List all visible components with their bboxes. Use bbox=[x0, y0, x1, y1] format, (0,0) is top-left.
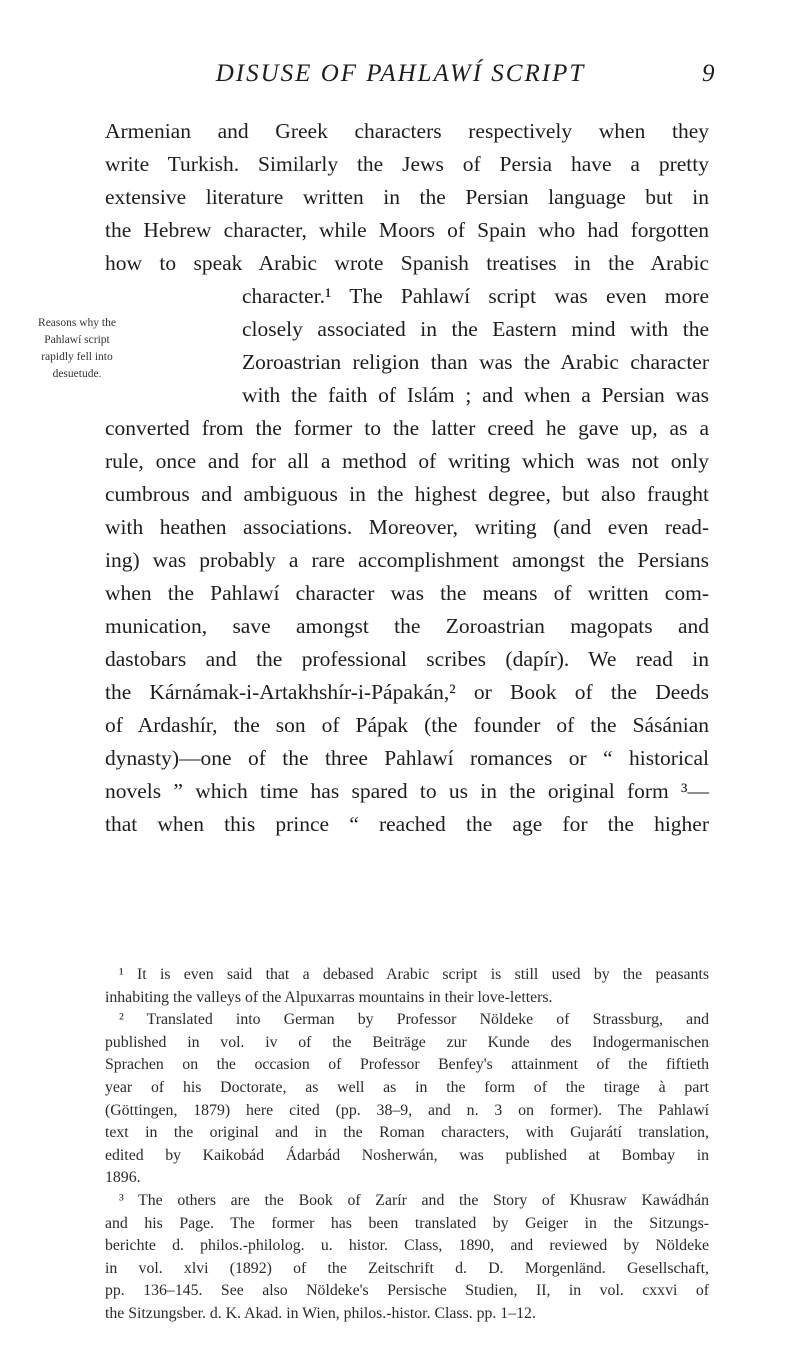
body-line: of Ardashír, the son of Pápak (the founder of the Sásánian bbox=[105, 713, 709, 737]
body-line: the Kárnámak-i-Artakhshír-i-Pápakán,² or Book of the Deeds bbox=[105, 680, 709, 704]
body-line: closely associated in the Eastern mind with the bbox=[242, 317, 709, 341]
page-number: 9 bbox=[702, 60, 715, 87]
footnotes bbox=[105, 964, 709, 1326]
body-line: cumbrous and ambiguous in the highest degree, but also fraught bbox=[105, 482, 709, 506]
body-line: extensive literature written in the Persian language but in bbox=[105, 185, 709, 209]
footnote-line: ³ The others are the Book of Zarír and the Story of Khusraw Kawádhán bbox=[119, 1191, 709, 1209]
body-line: with heathen associations. Moreover, writing (and even read- bbox=[105, 515, 709, 539]
page-header bbox=[0, 60, 801, 100]
footnote-line: and his Page. The former has been translated by Geiger in the Sitzungs- bbox=[105, 1214, 709, 1232]
body-line: munication, save amongst the Zoroastrian magopats and bbox=[105, 614, 709, 638]
margin-note-line: rapidly fell into bbox=[41, 351, 113, 363]
footnote-line: Sprachen on the occasion of Professor Benfey's attainment of the fiftieth bbox=[105, 1056, 709, 1074]
body-line: when the Pahlawí character was the means of written com- bbox=[105, 581, 709, 605]
body-line: how to speak Arabic wrote Spanish treatises in the Arabic bbox=[105, 251, 709, 275]
body-line: Armenian and Greek characters respectively when they bbox=[105, 119, 709, 143]
footnote-line: published in vol. iv of the Beiträge zur Kunde des Indogermanischen bbox=[105, 1033, 709, 1051]
footnote-line: inhabiting the valleys of the Alpuxarras mountains in their love-letters. bbox=[105, 988, 553, 1006]
body-line: novels ” which time has spared to us in the original form ³— bbox=[105, 779, 709, 803]
footnote-line: ² Translated into German by Professor Nöldeke of Strassburg, and bbox=[119, 1011, 709, 1029]
body-line: that when this prince “ reached the age for the higher bbox=[105, 812, 709, 836]
footnote-line: year of his Doctorate, as well as in the form of the tirage à part bbox=[105, 1078, 709, 1096]
body-line: dynasty)—one of the three Pahlawí romances or “ historical bbox=[105, 746, 709, 770]
body-line: the Hebrew character, while Moors of Spain who had forgotten bbox=[105, 218, 709, 242]
body-line: rule, once and for all a method of writing which was not only bbox=[105, 449, 709, 473]
footnote-line: 1896. bbox=[105, 1169, 141, 1187]
footnote-line: pp. 136–145. See also Nöldeke's Persische Studien, II, in vol. cxxvi of bbox=[105, 1282, 709, 1300]
margin-note-line: Reasons why the bbox=[38, 317, 116, 329]
footnote-line: edited by Kaikobád Ádarbád Nosherwán, was published at Bombay in bbox=[105, 1146, 709, 1164]
body-line: with the faith of Islám ; and when a Persian was bbox=[242, 383, 709, 407]
footnote-line: berichte d. philos.-philolog. u. histor. Class, 1890, and reviewed by Nöldeke bbox=[105, 1237, 709, 1255]
body-line: character.¹ The Pahlawí script was even more bbox=[242, 284, 709, 308]
footnote-line: ¹ It is even said that a debased Arabic script is still used by the peasants bbox=[119, 966, 709, 983]
margin-note-line: desuetude. bbox=[52, 368, 102, 380]
footnote-line: the Sitzungsber. d. K. Akad. in Wien, philos.-histor. Class. pp. 1–12. bbox=[105, 1304, 536, 1322]
body-line: ing) was probably a rare accomplishment amongst the Persians bbox=[105, 548, 709, 572]
body-text bbox=[105, 115, 709, 841]
body-line: write Turkish. Similarly the Jews of Persia have a pretty bbox=[105, 152, 709, 176]
running-title: DISUSE OF PAHLAWÍ SCRIPT bbox=[215, 60, 586, 87]
body-line: Zoroastrian religion than was the Arabic character bbox=[242, 350, 709, 374]
body-line: dastobars and the professional scribes (dapír). We read in bbox=[105, 647, 709, 671]
margin-note-line: Pahlawí script bbox=[44, 334, 110, 346]
footnote-line: (Göttingen, 1879) here cited (pp. 38–9, and n. 3 on former). The Pahlawí bbox=[105, 1101, 709, 1119]
footnote-line: in vol. xlvi (1892) of the Zeitschrift d. D. Morgenländ. Gesellschaft, bbox=[105, 1259, 709, 1277]
footnote-line: text in the original and in the Roman characters, with Gujarátí translation, bbox=[105, 1124, 709, 1142]
body-line: converted from the former to the latter creed he gave up, as a bbox=[105, 416, 709, 440]
